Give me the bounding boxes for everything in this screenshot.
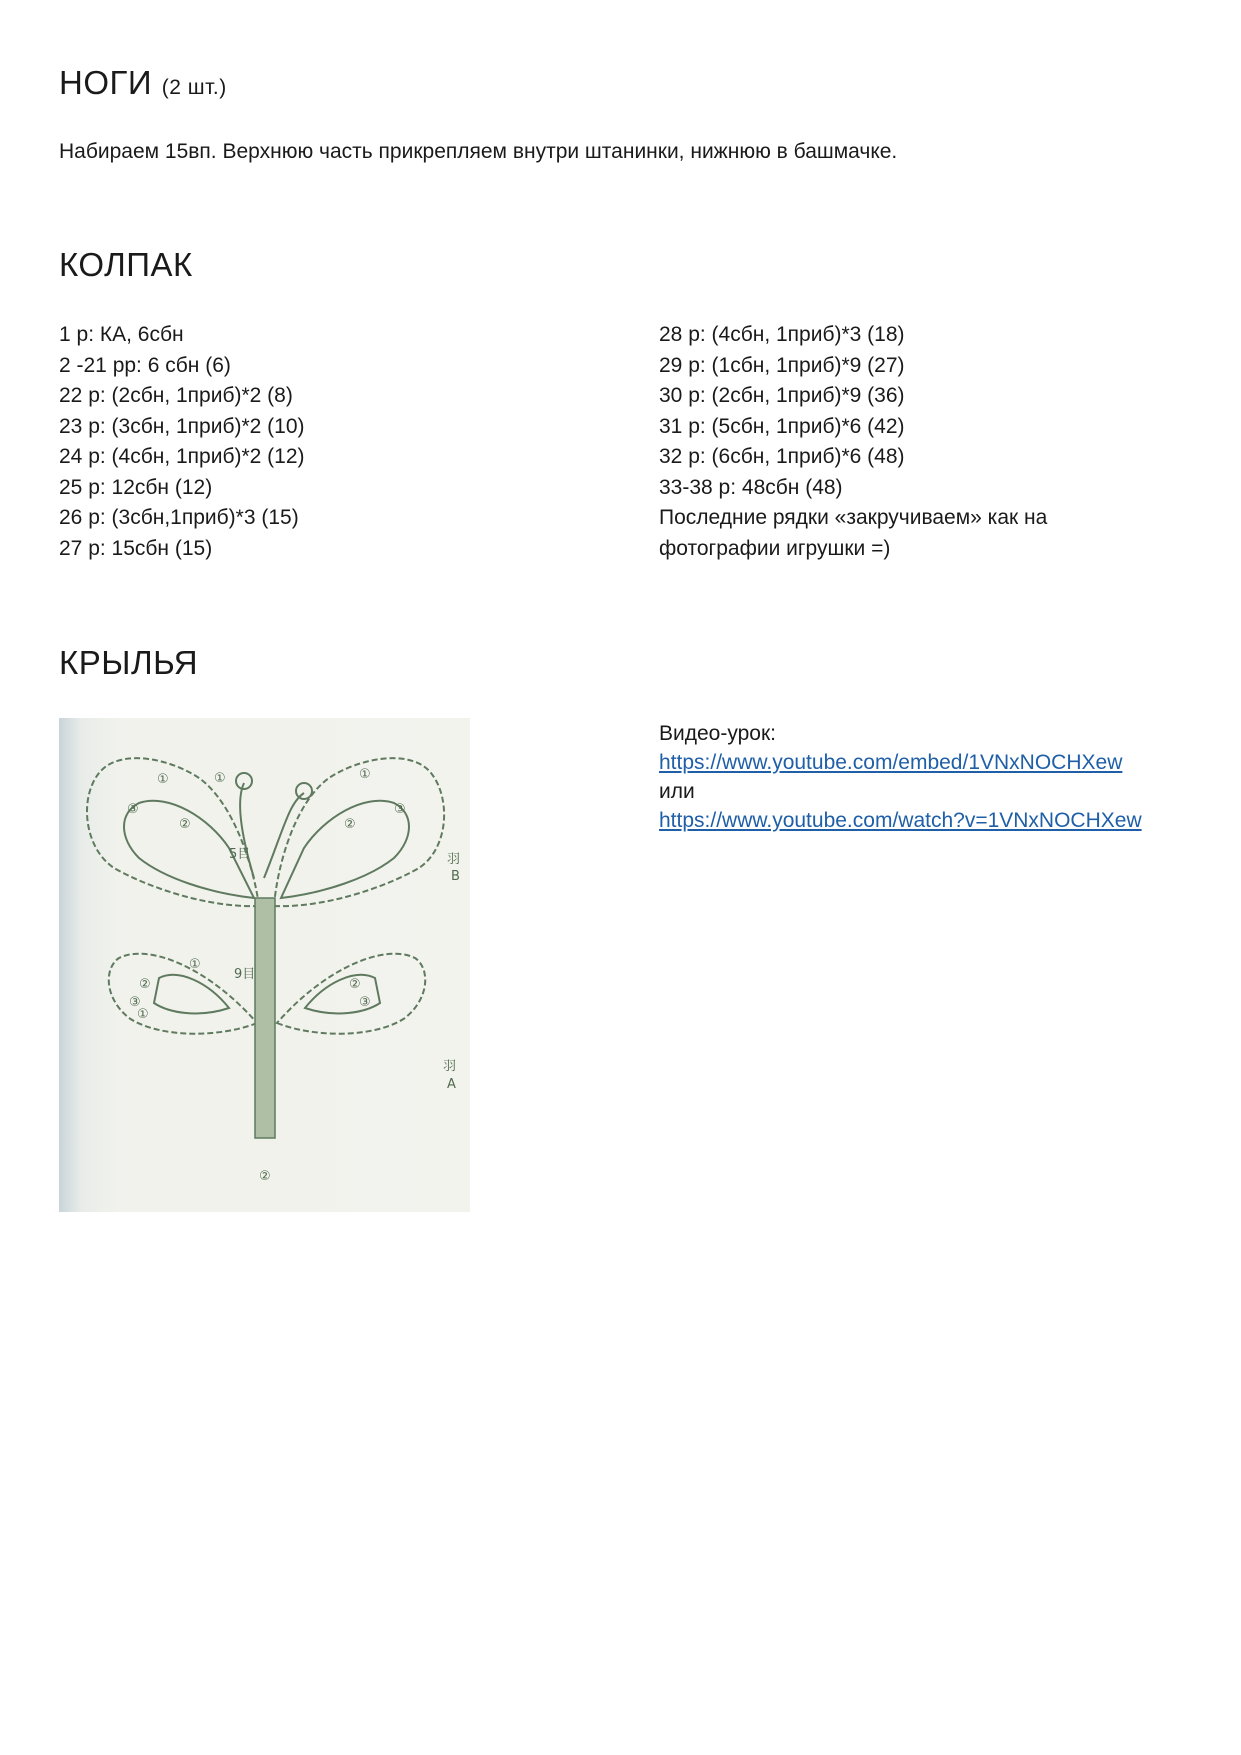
cap-row: 30 р: (2сбн, 1приб)*9 (36) (659, 384, 905, 407)
cap-row: фотографии игрушки =) (659, 536, 891, 560)
cap-row: 23 р: (3сбн, 1приб)*2 (10) (59, 414, 305, 438)
diagram-label: ① (157, 772, 169, 787)
diagram-label: ② (179, 817, 191, 832)
cap-rows-right (659, 320, 1047, 564)
butterfly-body (255, 898, 275, 1138)
diagram-label: 羽 (443, 1059, 457, 1074)
cap-row: 32 р: (6сбн, 1приб)*6 (48) (659, 445, 905, 468)
diagram-label: ② (259, 1169, 271, 1184)
diagram-label: A (447, 1077, 456, 1092)
video-label: Видео-урок: (659, 722, 776, 745)
diagram-label: ① (137, 1007, 149, 1022)
butterfly-diagram-svg (59, 718, 470, 1212)
legs-text: Набираем 15вп. Верхнюю часть прикрепляем внутри штанинки, нижнюю в башмачке. (59, 140, 898, 163)
diagram-label: B (451, 869, 460, 884)
diagram-label: ② (344, 817, 356, 832)
legs-subtitle: (2 шт.) (161, 76, 227, 99)
diagram-label: ③ (394, 802, 406, 817)
butterfly-crochet-diagram (59, 718, 470, 1212)
diagram-label: 羽 (447, 852, 461, 867)
cap-row: 33-38 р: 48сбн (48) (659, 475, 843, 499)
video-link-watch[interactable]: https://www.youtube.com/watch?v=1VNxNOCHXew (659, 809, 1142, 832)
diagram-label: 9目 (234, 967, 256, 982)
diagram-label: ② (139, 977, 151, 992)
cap-row: 22 р: (2сбн, 1приб)*2 (8) (59, 384, 293, 407)
diagram-label: ① (214, 771, 226, 786)
diagram-label: 5目 (229, 847, 251, 862)
lower-right-wing (277, 954, 425, 1034)
cap-row: Последние рядки «закручиваем» как на (659, 506, 1048, 529)
upper-right-wing-inner (281, 801, 409, 898)
legs-title: НОГИ (59, 64, 153, 101)
cap-rows-left (59, 320, 305, 564)
diagram-label: ③ (359, 995, 371, 1010)
antenna-left-tip (236, 773, 252, 789)
lower-left-wing (109, 954, 257, 1034)
cap-row: 1 р: КА, 6сбн (59, 323, 184, 346)
diagram-label: ② (349, 977, 361, 992)
antenna-right (264, 793, 304, 878)
cap-row: 25 р: 12сбн (12) (59, 475, 213, 499)
antenna-left (240, 783, 254, 878)
cap-heading: КОЛПАК (59, 246, 193, 283)
diagram-label: ① (359, 767, 371, 782)
diagram-label: ③ (127, 802, 139, 817)
upper-left-wing (87, 758, 259, 906)
diagram-label: ① (189, 957, 201, 972)
diagram-label: ③ (129, 995, 141, 1010)
cap-row: 31 р: (5сбн, 1приб)*6 (42) (659, 414, 905, 438)
lower-left-wing-inner (154, 975, 229, 1014)
or-text: или (659, 780, 695, 803)
video-block (659, 719, 1142, 835)
cap-row: 26 р: (3сбн,1приб)*3 (15) (59, 506, 299, 529)
cap-row: 2 -21 рр: 6 сбн (6) (59, 353, 231, 377)
legs-heading (59, 64, 227, 102)
cap-row: 24 р: (4сбн, 1приб)*2 (12) (59, 445, 305, 468)
antenna-right-tip (296, 783, 312, 799)
wings-heading: КРЫЛЬЯ (59, 644, 199, 681)
video-link-embed[interactable]: https://www.youtube.com/embed/1VNxNOCHXew (659, 751, 1123, 774)
cap-row: 27 р: 15сбн (15) (59, 536, 213, 560)
cap-row: 29 р: (1сбн, 1приб)*9 (27) (659, 353, 905, 377)
cap-row: 28 р: (4сбн, 1приб)*3 (18) (659, 323, 905, 346)
